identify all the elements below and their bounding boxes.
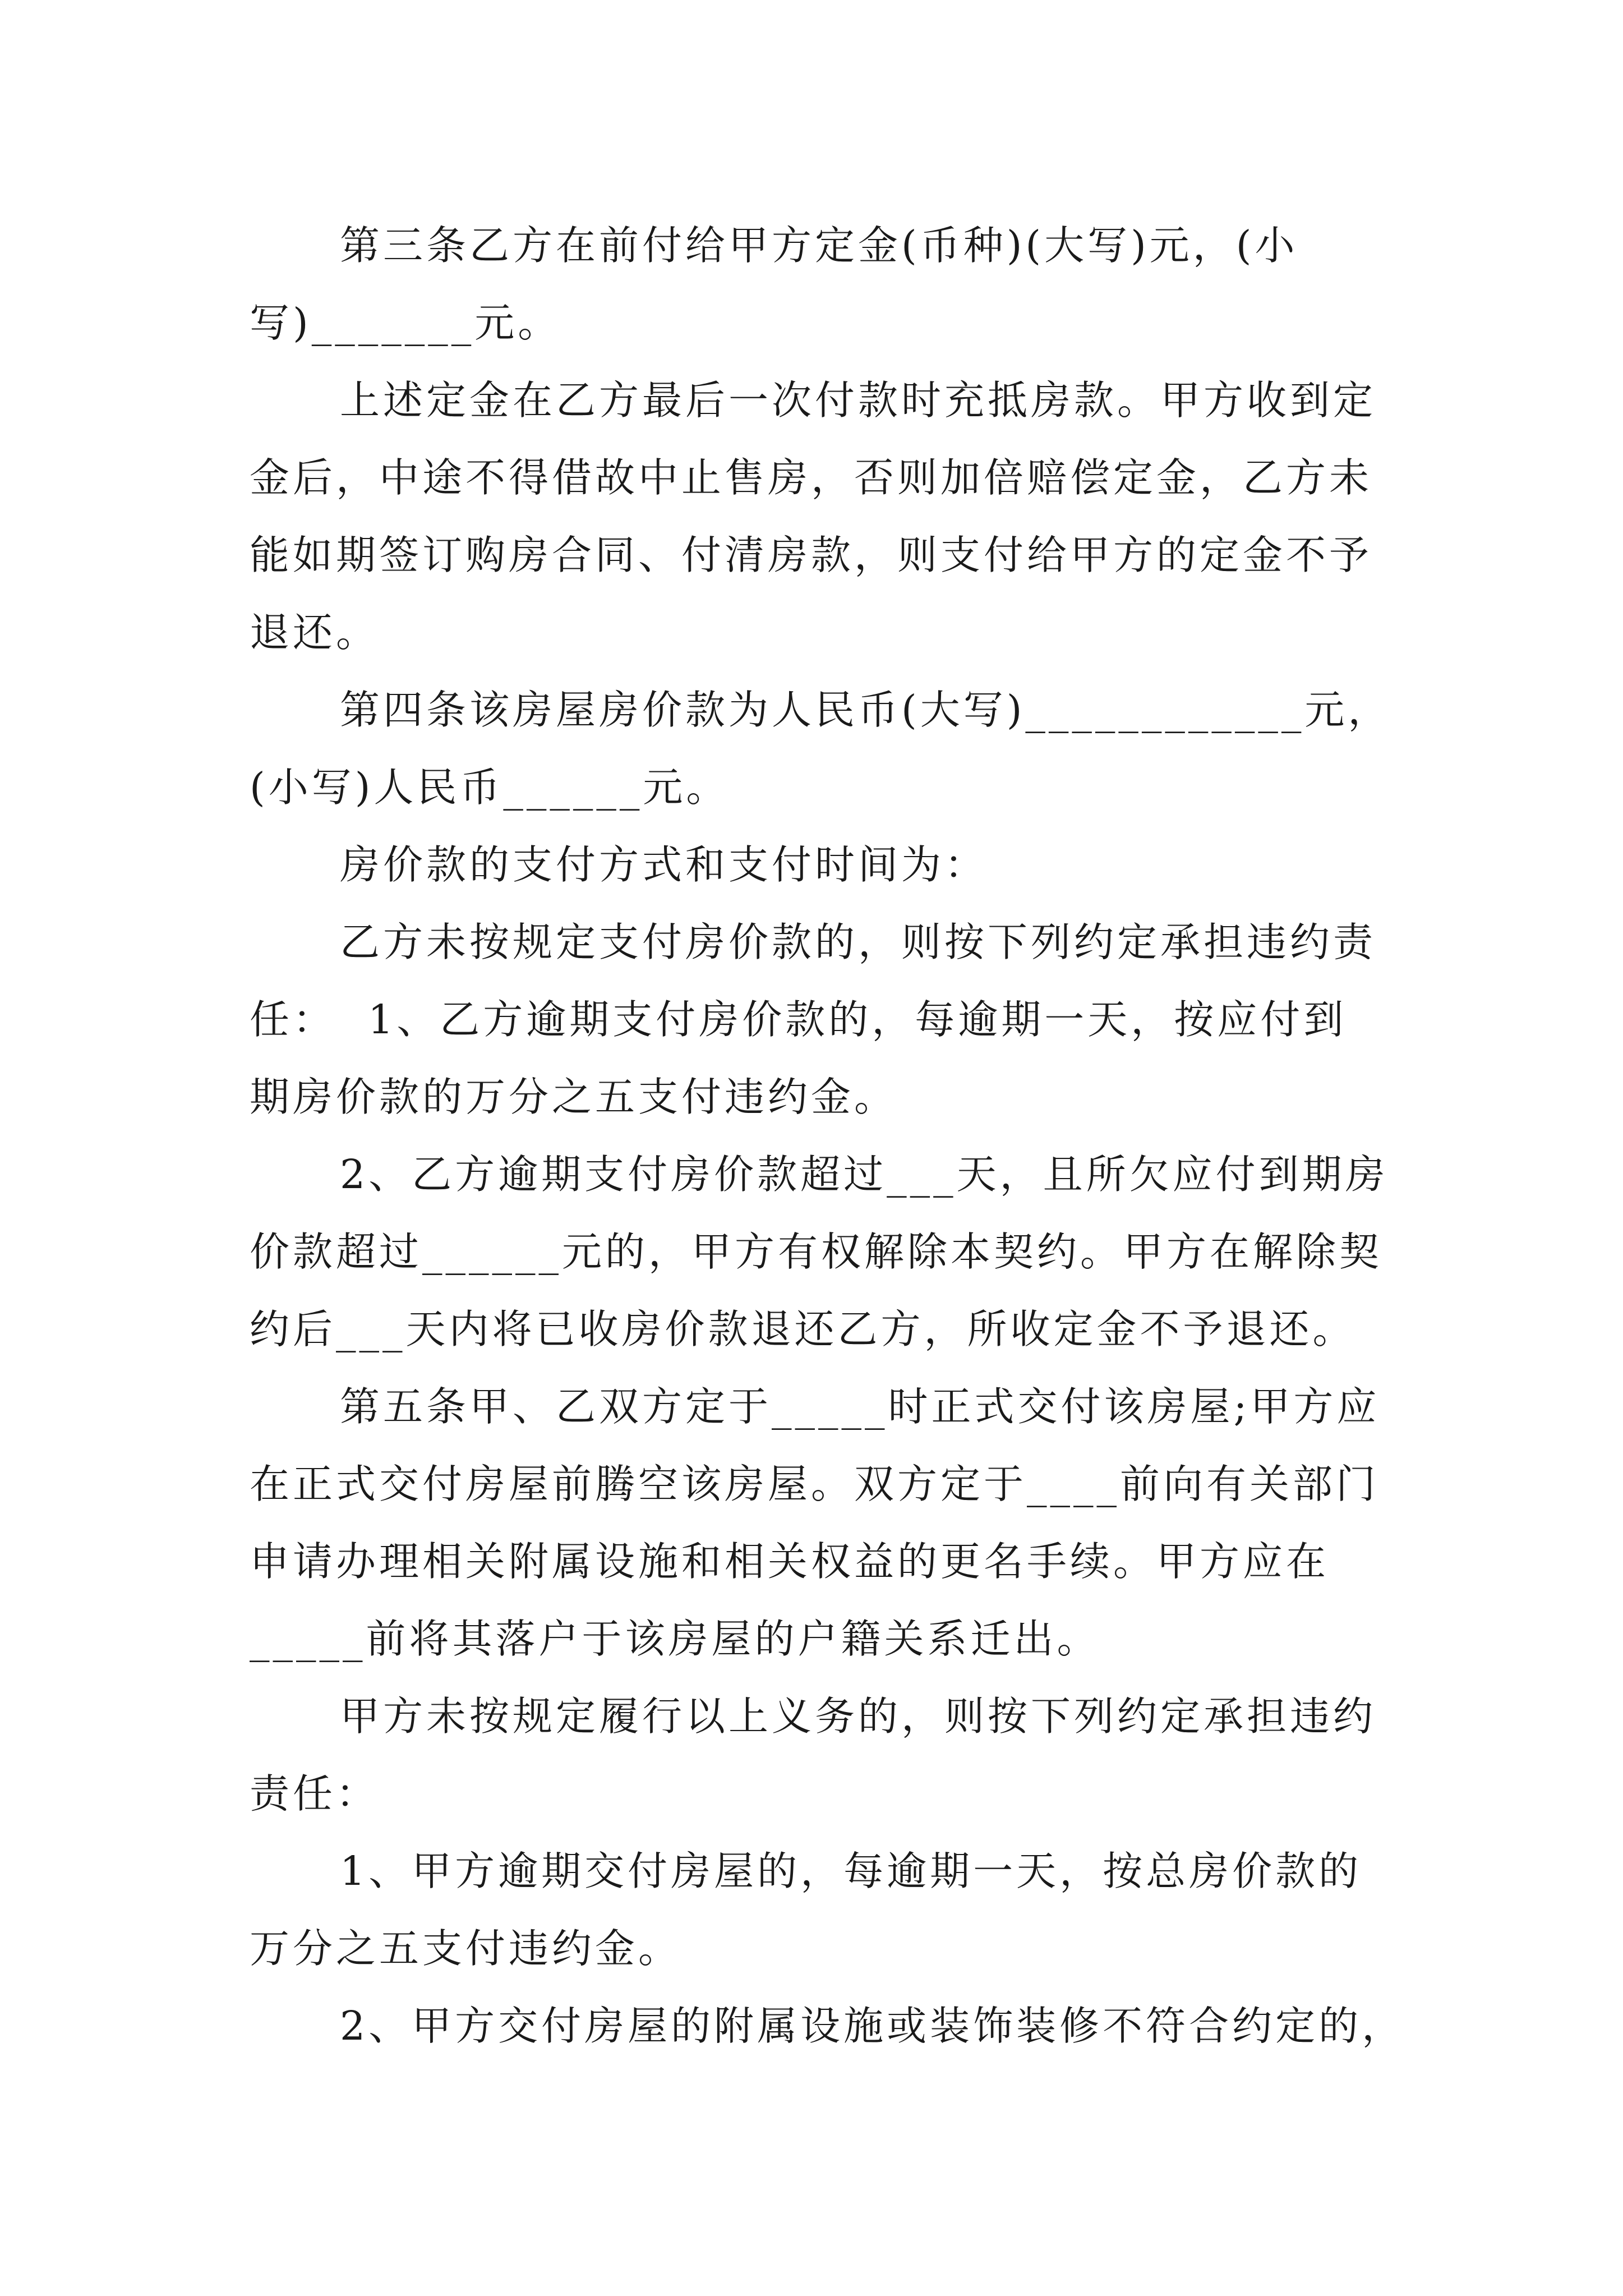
text-line: 任： 1、乙方逾期支付房价款的，每逾期一天，按应付到: [250, 996, 1347, 1043]
text-line: 期房价款的万分之五支付违约金。: [250, 1074, 898, 1120]
text-line: 价款超过______元的，甲方有权解除本契约。甲方在解除契: [250, 1228, 1383, 1275]
text-line: 第三条乙方在前付给甲方定金(币种)(大写)元，(小: [340, 222, 1298, 269]
text-line: 1、甲方逾期交付房屋的，每逾期一天，按总房价款的: [340, 1848, 1362, 1894]
text-line: 约后___天内将已收房价款退还乙方，所收定金不予退还。: [250, 1306, 1356, 1352]
text-line: 第四条该房屋房价款为人民币(大写)____________元，: [340, 687, 1391, 733]
text-line: 能如期签订购房合同、付清房款，则支付给甲方的定金不予: [250, 532, 1373, 578]
text-line: (小写)人民币______元。: [250, 764, 730, 811]
text-line: _____前将其落户于该房屋的户籍关系迁出。: [250, 1616, 1100, 1662]
text-line: 2、乙方逾期支付房价款超过___天，且所欠应付到期房: [340, 1151, 1389, 1198]
text-line: 第五条甲、乙双方定于_____时正式交付该房屋;甲方应: [340, 1383, 1380, 1430]
text-line: 写)_______元。: [250, 300, 561, 346]
text-line: 责任：: [250, 1770, 380, 1817]
text-line: 万分之五支付违约金。: [250, 1925, 682, 1972]
text-line: 退还。: [250, 609, 380, 656]
text-line: 甲方未按规定履行以上义务的，则按下列约定承担违约: [340, 1693, 1377, 1740]
text-line: 乙方未按规定支付房价款的，则按下列约定承担违约责: [340, 919, 1377, 965]
text-line: 上述定金在乙方最后一次付款时充抵房款。甲方收到定: [340, 377, 1377, 424]
text-line: 房价款的支付方式和支付时间为：: [340, 841, 988, 888]
text-line: 申请办理相关附属设施和相关权益的更名手续。甲方应在: [250, 1538, 1330, 1585]
text-line: 金后，中途不得借故中止售房，否则加倍赔偿定金，乙方未: [250, 454, 1373, 501]
text-line: 在正式交付房屋前腾空该房屋。双方定于____前向有关部门: [250, 1461, 1380, 1507]
text-line: 2、甲方交付房屋的附属设施或装饰装修不符合约定的，: [340, 2003, 1405, 2049]
